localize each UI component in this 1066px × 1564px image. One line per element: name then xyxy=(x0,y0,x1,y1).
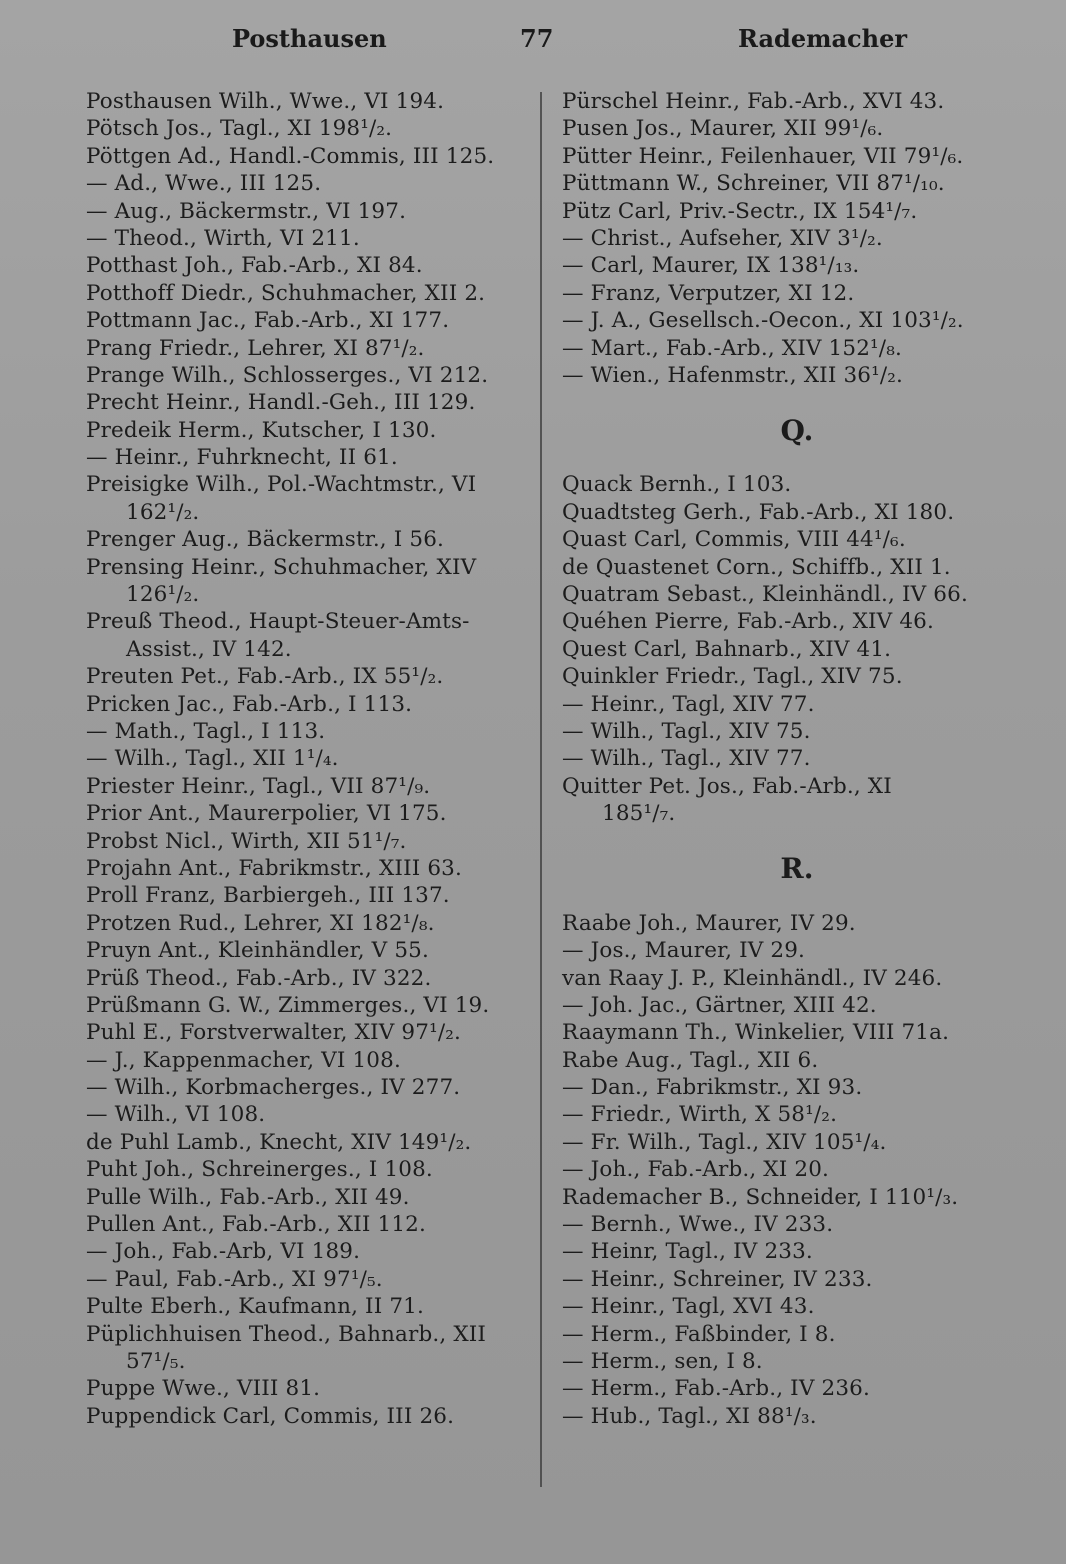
directory-entry: — Wilh., Tagl., XII 1¹/₄. xyxy=(86,746,339,772)
directory-entry: — Heinr., Schreiner, IV 233. xyxy=(562,1266,873,1292)
directory-entry: — Mart., Fab.-Arb., XIV 152¹/₈. xyxy=(562,335,902,361)
directory-entry: Preisigke Wilh., Pol.-Wachtmstr., VI xyxy=(86,472,477,498)
directory-entry: Potthoff Diedr., Schuhmacher, XII 2. xyxy=(86,280,486,306)
entry-continuation: 185¹/₇. xyxy=(602,801,676,827)
directory-entry: — Joh. Jac., Gärtner, XIII 42. xyxy=(562,992,877,1018)
directory-entry: Prior Ant., Maurerpolier, VI 175. xyxy=(86,801,447,827)
directory-entry: — Herm., sen, I 8. xyxy=(562,1348,763,1374)
directory-entry: Probst Nicl., Wirth, XII 51¹/₇. xyxy=(86,828,407,854)
directory-entry: Prenger Aug., Bäckermstr., I 56. xyxy=(86,527,445,553)
spacer xyxy=(562,828,1032,855)
directory-entry: de Puhl Lamb., Knecht, XIV 149¹/₂. xyxy=(86,1129,472,1155)
directory-entry: Raaymann Th., Winkelier, VIII 71a. xyxy=(562,1020,950,1046)
directory-entry: Pürschel Heinr., Fab.-Arb., XVI 43. xyxy=(562,89,945,114)
entry-continuation: 162¹/₂. xyxy=(126,499,200,525)
page-header xyxy=(0,24,1066,64)
directory-entry: — Ad., Wwe., III 125. xyxy=(86,171,322,197)
directory-entry: — Heinr., Tagl, XIV 77. xyxy=(562,691,815,717)
directory-entry: Predeik Herm., Kutscher, I 130. xyxy=(86,417,437,443)
spacer xyxy=(562,882,1032,909)
entry-continuation: 126¹/₂. xyxy=(126,582,200,608)
right-column xyxy=(562,88,1032,1430)
directory-entry: Quast Carl, Commis, VIII 44¹/₆. xyxy=(562,527,906,553)
directory-entry: Prüß Theod., Fab.-Arb., IV 322. xyxy=(86,965,432,991)
directory-entry: — Herm., Faßbinder, I 8. xyxy=(562,1321,836,1347)
directory-entry: — Franz, Verputzer, XI 12. xyxy=(562,280,855,306)
directory-entry: Potthast Joh., Fab.-Arb., XI 84. xyxy=(86,253,423,279)
directory-entry: Pruyn Ant., Kleinhändler, V 55. xyxy=(86,938,429,964)
directory-entry: — Friedr., Wirth, X 58¹/₂. xyxy=(562,1102,838,1128)
directory-entry: Prang Friedr., Lehrer, XI 87¹/₂. xyxy=(86,335,425,361)
directory-entry: Pricken Jac., Fab.-Arb., I 113. xyxy=(86,691,413,717)
directory-entry: Pöttgen Ad., Handl.-Commis, III 125. xyxy=(86,143,495,169)
section-heading: R. xyxy=(780,851,814,885)
directory-entry: Prange Wilh., Schlosserges., VI 212. xyxy=(86,362,489,388)
directory-entry: — Wilh., Korbmacherges., IV 277. xyxy=(86,1075,461,1101)
directory-entry: — Math., Tagl., I 113. xyxy=(86,718,326,744)
column-divider xyxy=(540,92,542,1487)
directory-entry: — Wilh., VI 108. xyxy=(86,1102,266,1128)
directory-entry: Pulte Eberh., Kaufmann, II 71. xyxy=(86,1294,424,1320)
header-left-keyword: Posthausen xyxy=(232,24,387,53)
directory-entry: Pötsch Jos., Tagl., XI 198¹/₂. xyxy=(86,116,393,142)
directory-entry: Puht Joh., Schreinerges., I 108. xyxy=(86,1157,433,1183)
directory-entry: — J. A., Gesellsch.-Oecon., XI 103¹/₂. xyxy=(562,308,964,334)
directory-entry: Pütz Carl, Priv.-Sectr., IX 154¹/₇. xyxy=(562,198,918,224)
directory-entry: — Theod., Wirth, VI 211. xyxy=(86,225,360,251)
directory-entry: — Jos., Maurer, IV 29. xyxy=(562,938,806,964)
directory-entry: Pullen Ant., Fab.-Arb., XII 112. xyxy=(86,1212,426,1238)
directory-entry: — Bernh., Wwe., IV 233. xyxy=(562,1212,834,1238)
directory-entry: Priester Heinr., Tagl., VII 87¹/₉. xyxy=(86,773,431,799)
directory-entry: — Heinr., Tagl, XVI 43. xyxy=(562,1294,815,1320)
directory-entry: Preuten Pet., Fab.-Arb., IX 55¹/₂. xyxy=(86,664,444,690)
directory-entry: — Christ., Aufseher, XIV 3¹/₂. xyxy=(562,225,883,251)
directory-entry: Pusen Jos., Maurer, XII 99¹/₆. xyxy=(562,116,884,142)
directory-entry: — Aug., Bäckermstr., VI 197. xyxy=(86,198,407,224)
directory-entry: — Joh., Fab.-Arb, VI 189. xyxy=(86,1239,361,1265)
directory-entry: Quadtsteg Gerh., Fab.-Arb., XI 180. xyxy=(562,499,955,525)
spacer xyxy=(562,444,1032,471)
directory-entry: — Heinr., Fuhrknecht, II 61. xyxy=(86,445,398,471)
directory-entry: — Joh., Fab.-Arb., XI 20. xyxy=(562,1157,830,1183)
header-right-keyword: Rademacher xyxy=(738,24,908,53)
entry-continuation: Assist., IV 142. xyxy=(126,636,292,662)
directory-entry: — Herm., Fab.-Arb., IV 236. xyxy=(562,1376,870,1402)
directory-entry: Projahn Ant., Fabrikmstr., XIII 63. xyxy=(86,855,462,881)
left-column xyxy=(86,88,536,1430)
directory-entry: de Quastenet Corn., Schiffb., XII 1. xyxy=(562,554,951,580)
directory-entry: — Carl, Maurer, IX 138¹/₁₃. xyxy=(562,253,860,279)
section-heading: Q. xyxy=(780,413,814,447)
directory-entry: Prüßmann G. W., Zimmerges., VI 19. xyxy=(86,992,490,1018)
directory-entry: Proll Franz, Barbiergeh., III 137. xyxy=(86,883,450,909)
directory-entry: Puhl E., Forstverwalter, XIV 97¹/₂. xyxy=(86,1020,461,1046)
directory-entry: Rabe Aug., Tagl., XII 6. xyxy=(562,1047,819,1073)
directory-entry: Quéhen Pierre, Fab.-Arb., XIV 46. xyxy=(562,609,934,635)
directory-entry: van Raay J. P., Kleinhändl., IV 246. xyxy=(562,965,943,991)
directory-entry: Quitter Pet. Jos., Fab.-Arb., XI xyxy=(562,773,892,799)
directory-entry: Pottmann Jac., Fab.-Arb., XI 177. xyxy=(86,308,450,334)
directory-entry: Prensing Heinr., Schuhmacher, XIV xyxy=(86,554,477,580)
directory-entry: — Hub., Tagl., XI 88¹/₃. xyxy=(562,1403,817,1429)
spacer xyxy=(562,389,1032,416)
directory-entry: Quinkler Friedr., Tagl., XIV 75. xyxy=(562,664,903,690)
page-number: 77 xyxy=(520,24,554,53)
directory-entry: Püttmann W., Schreiner, VII 87¹/₁₀. xyxy=(562,171,945,197)
directory-entry: Quatram Sebast., Kleinhändl., IV 66. xyxy=(562,582,968,608)
entry-continuation: 57¹/₅. xyxy=(126,1348,186,1374)
directory-entry: — Fr. Wilh., Tagl., XIV 105¹/₄. xyxy=(562,1129,887,1155)
directory-entry: Raabe Joh., Maurer, IV 29. xyxy=(562,910,856,936)
directory-entry: Puppe Wwe., VIII 81. xyxy=(86,1376,321,1402)
directory-entry: Posthausen Wilh., Wwe., VI 194. xyxy=(86,89,445,114)
directory-entry: Quest Carl, Bahnarb., XIV 41. xyxy=(562,636,892,662)
directory-entry: — Wilh., Tagl., XIV 77. xyxy=(562,746,811,772)
directory-entry: Protzen Rud., Lehrer, XI 182¹/₈. xyxy=(86,910,435,936)
directory-entry: Precht Heinr., Handl.-Geh., III 129. xyxy=(86,390,476,416)
directory-entry: Pütter Heinr., Feilenhauer, VII 79¹/₆. xyxy=(562,143,964,169)
directory-entry: Pulle Wilh., Fab.-Arb., XII 49. xyxy=(86,1184,410,1210)
directory-entry: — Wilh., Tagl., XIV 75. xyxy=(562,718,811,744)
directory-entry: — J., Kappenmacher, VI 108. xyxy=(86,1047,401,1073)
directory-entry: — Wien., Hafenmstr., XII 36¹/₂. xyxy=(562,362,904,388)
directory-entry: Rademacher B., Schneider, I 110¹/₃. xyxy=(562,1184,959,1210)
directory-entry: Preuß Theod., Haupt-Steuer-Amts- xyxy=(86,609,470,635)
directory-entry: Puppendick Carl, Commis, III 26. xyxy=(86,1403,455,1429)
directory-entry: — Dan., Fabrikmstr., XI 93. xyxy=(562,1075,863,1101)
directory-entry: — Heinr, Tagl., IV 233. xyxy=(562,1239,813,1265)
directory-entry: Quack Bernh., I 103. xyxy=(562,472,792,498)
directory-entry: Püplichhuisen Theod., Bahnarb., XII xyxy=(86,1321,487,1347)
directory-entry: — Paul, Fab.-Arb., XI 97¹/₅. xyxy=(86,1266,383,1292)
